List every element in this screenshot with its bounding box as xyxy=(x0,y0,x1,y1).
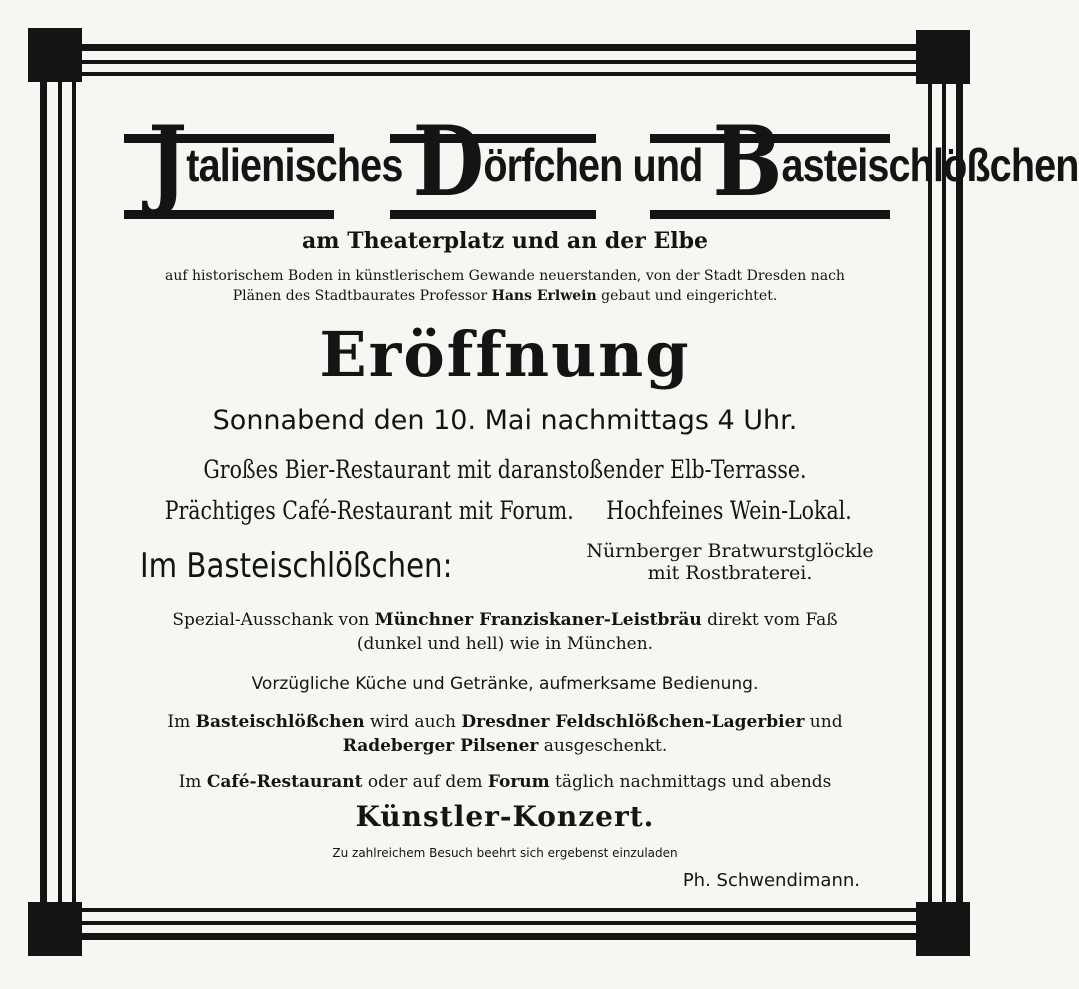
concert-info-line xyxy=(90,772,920,792)
bastei-heading: Im Basteischlößchen: xyxy=(140,546,453,586)
spezial-line-1 xyxy=(90,610,920,630)
frame-top-bar xyxy=(55,44,945,51)
subtitle: am Theaterplatz und an der Elbe xyxy=(302,228,708,254)
spezial-text: direkt vom Faß xyxy=(701,610,838,630)
concert-text: täglich nachmittags und abends xyxy=(549,772,832,792)
frame-corner-bottom-left xyxy=(28,902,82,956)
history-line-2 xyxy=(90,288,920,304)
initial-b: B xyxy=(712,105,782,218)
initial-d: D xyxy=(412,105,484,218)
konzert-heading: Künstler-Konzert. xyxy=(355,800,655,833)
forum-bold: Forum xyxy=(487,772,550,792)
cafe-restaurant-line: Prächtiges Café-Restaurant mit Forum. Hochfeines Wein-Lokal. xyxy=(164,496,852,525)
frame-corner-top-left xyxy=(28,28,82,82)
frame-top-bar xyxy=(55,60,945,64)
kueche-line: Vorzügliche Küche und Getränke, aufmerksame Bedienung. xyxy=(251,674,759,694)
spezial-text: Spezial-Ausschank von xyxy=(172,610,375,630)
frame-corner-top-right xyxy=(916,30,970,84)
beer-line-2 xyxy=(90,736,920,756)
frame-corner-bottom-right xyxy=(916,902,970,956)
headline-word-3: asteischlößchen xyxy=(781,139,1079,191)
headline-connector: und xyxy=(632,139,703,191)
beer-text: Im xyxy=(167,712,196,732)
beer-text: ausgeschenkt. xyxy=(538,736,668,756)
basteischloesschen-bold: Basteischlößchen xyxy=(195,712,365,732)
history-text: gebaut und eingerichtet. xyxy=(596,288,778,304)
invitation-line: Zu zahlreichem Besuch beehrt sich ergebenst einzuladen xyxy=(332,846,678,860)
frame-bottom-bar xyxy=(55,921,945,925)
frame-left-bar xyxy=(58,60,62,920)
signature: Ph. Schwendimann. xyxy=(682,870,860,891)
beer-brand-radeberger: Radeberger Pilsener xyxy=(342,736,539,756)
bastei-detail-2: mit Rostbraterei. xyxy=(647,562,813,584)
beer-brand-feldschloesschen: Dresdner Feldschlößchen-Lagerbier xyxy=(461,712,805,732)
frame-bottom-bar xyxy=(55,908,945,912)
advertisement-content xyxy=(90,100,1079,891)
headline-text xyxy=(148,105,1079,218)
history-text: Plänen des Stadtbaurates Professor xyxy=(232,288,492,304)
beer-brand-franziskaner: Münchner Franziskaner-Leistbräu xyxy=(374,610,702,630)
bastei-details xyxy=(540,540,920,584)
architect-name: Hans Erlwein xyxy=(491,288,597,304)
headline xyxy=(90,105,1079,218)
beer-text: und xyxy=(804,712,843,732)
frame-top-bar xyxy=(55,72,945,76)
cafe-restaurant-bold: Café-Restaurant xyxy=(206,772,363,792)
frame-bottom-bar xyxy=(55,933,945,940)
beer-line-1 xyxy=(90,712,920,732)
spezial-line-2: (dunkel und hell) wie in München. xyxy=(356,634,654,654)
opening-heading: Eröffnung xyxy=(319,318,691,391)
bastei-section xyxy=(90,540,920,600)
concert-text: oder auf dem xyxy=(362,772,488,792)
headline-word-1: talienisches xyxy=(186,139,403,191)
bier-restaurant-line: Großes Bier-Restaurant mit daranstoßender Elb-Terrasse. xyxy=(203,455,807,484)
beer-text: wird auch xyxy=(364,712,462,732)
initial-j: J xyxy=(148,105,187,218)
concert-text: Im xyxy=(178,772,207,792)
headline-word-2: örfchen xyxy=(483,139,623,191)
frame-left-bar xyxy=(40,60,47,920)
bastei-detail-1: Nürnberger Bratwurstglöckle xyxy=(586,540,874,562)
opening-date: Sonnabend den 10. Mai nachmittags 4 Uhr. xyxy=(212,405,798,436)
frame-left-bar xyxy=(72,60,76,920)
history-line-1: auf historischem Boden in künstlerischem Gewande neuerstanden, von der Stadt Dresden nach xyxy=(165,268,845,284)
